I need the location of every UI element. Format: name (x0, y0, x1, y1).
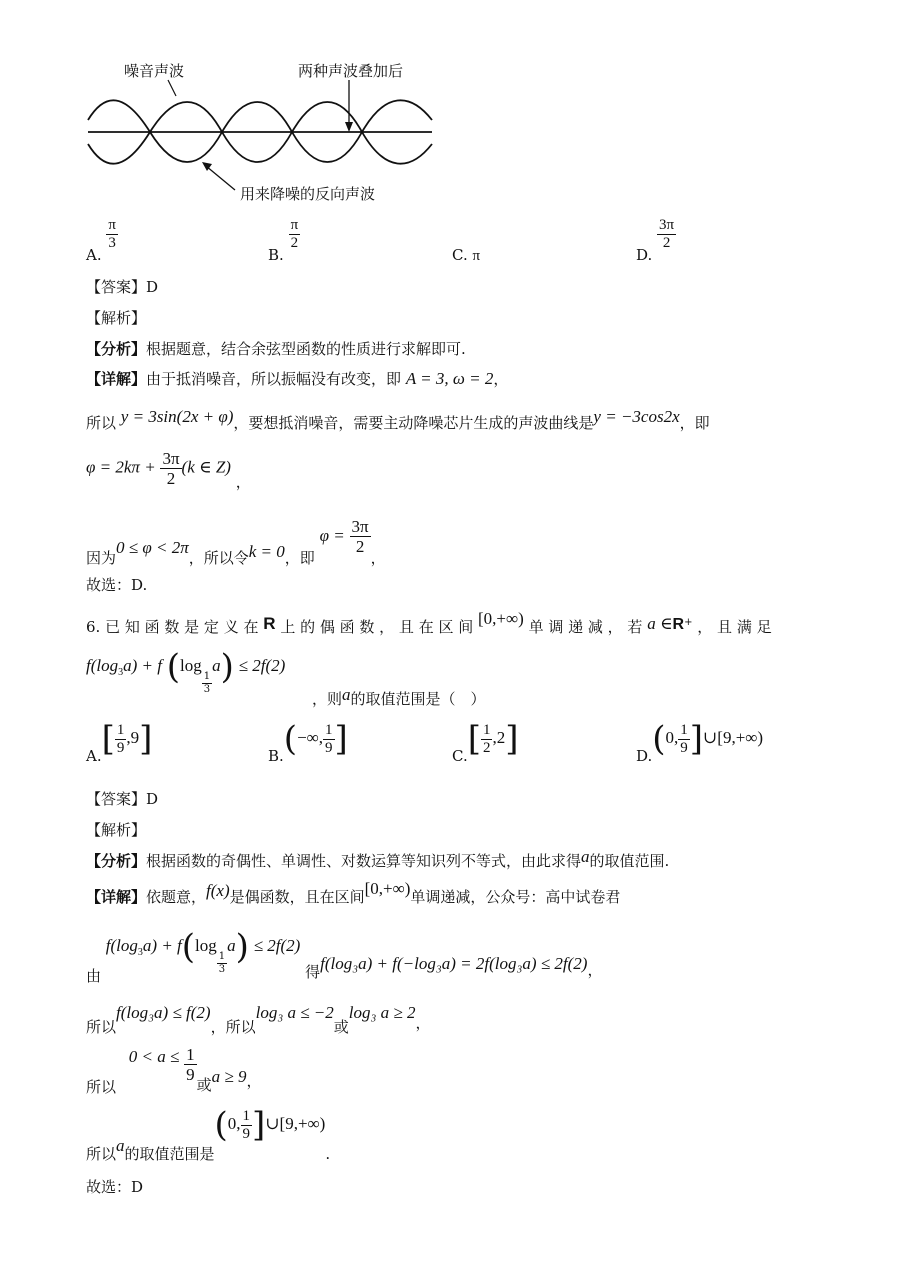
denominator: 2 (355, 537, 365, 556)
rhs: ≤ 2f(2) (253, 936, 301, 955)
interval: [0,+∞) (478, 609, 524, 628)
text: 得 (305, 963, 321, 981)
detail-tag: 【详解】 (86, 370, 147, 388)
left-paren: ( (181, 927, 196, 967)
punct: ， (246, 1072, 262, 1090)
left-paren: ( (214, 1105, 228, 1145)
numerator: 1 (203, 671, 211, 682)
fraction (115, 723, 127, 756)
amplitude-frequency-math: A = 3, ω = 2 (405, 369, 494, 388)
range-upper: a ≥ 9 (211, 1067, 247, 1086)
text: 由 (86, 967, 102, 985)
q5-fenxi (86, 338, 466, 359)
numerator: 3π (351, 517, 369, 536)
q5-answer: 【答案】D (86, 278, 159, 296)
q6-inequality-tail (312, 685, 486, 709)
q6-option-d[interactable] (636, 719, 764, 765)
denominator: 3 (108, 235, 116, 251)
q5-detail-line2 (86, 407, 710, 433)
fraction (184, 1046, 197, 1083)
log-base: 3 (137, 947, 143, 958)
q5-option-b[interactable] (268, 218, 300, 264)
phi-expr: φ = 2kπ + (86, 457, 156, 477)
denominator: 3 (218, 964, 226, 975)
right-bracket: ] (252, 1105, 266, 1145)
q6-stem-line1 (86, 609, 772, 637)
union-part: ∪[9,+∞) (703, 728, 764, 747)
stem-text: ， 且 满 足 (697, 618, 772, 636)
text: 因为 (86, 548, 117, 567)
anti-wave-label: 用来降噪的反向声波 (240, 185, 376, 203)
var-a: a (116, 1136, 125, 1155)
upper: ,9 (126, 728, 140, 747)
upper: ,2 (492, 728, 506, 747)
q6-detail-line3 (86, 1002, 431, 1036)
left-bracket: [ (101, 719, 115, 759)
fenxi-tag: 【分析】 (86, 340, 147, 358)
lower: 0, (665, 728, 679, 747)
right-bracket: ] (139, 719, 153, 759)
log: log (180, 656, 202, 675)
fenxi-text: 根据题意，结合余弦型函数的性质进行求解即可. (146, 340, 466, 358)
q5-detail-line1 (86, 368, 508, 389)
denominator: 9 (325, 739, 333, 756)
anti-wave-equation: y = −3cos2x (593, 407, 680, 426)
fenxi-text: 根据函数的奇偶性、单调性、对数运算等知识列不等式，由此求得 (146, 852, 582, 870)
left-paren: ( (166, 647, 181, 687)
wave-equation: y = 3sin(2x + φ) (120, 407, 234, 426)
option-d-fraction (657, 218, 676, 251)
q5-analysis-heading: 【解析】 (86, 309, 147, 327)
q6-detail-line2 (86, 927, 603, 985)
text: 所以 (86, 1078, 117, 1096)
numerator: 1 (325, 721, 333, 738)
numerator: 1 (116, 721, 125, 738)
q5-option-d[interactable] (636, 218, 676, 264)
or: 或 (196, 1076, 212, 1094)
fraction (678, 723, 690, 756)
numerator: 3π (659, 217, 675, 233)
detail-tag: 【详解】 (86, 888, 147, 906)
q6-detail-line5 (86, 1105, 331, 1163)
q5-option-a[interactable] (86, 218, 118, 264)
q6-option-b[interactable] (268, 719, 348, 765)
q6-inequality-line (86, 647, 286, 695)
denominator: 9 (680, 739, 688, 756)
fraction (481, 723, 493, 756)
numerator: π (290, 217, 299, 233)
detail-text: 由于抵消噪音，所以振幅没有改变，即 (146, 370, 402, 388)
right-bracket: ] (334, 719, 348, 759)
a-in: a ∈ (647, 614, 673, 633)
case2: log₃ a ≥ 2 (348, 1003, 416, 1022)
numerator: 3π (162, 449, 180, 468)
option-letter: A. (86, 246, 102, 264)
option-letter: C. (452, 747, 468, 765)
mid: a) + f (142, 936, 182, 955)
q5-option-c[interactable] (452, 246, 480, 265)
numerator: 1 (242, 1107, 251, 1124)
a: a (227, 936, 236, 955)
text: 是偶函数，且在区间 (229, 888, 365, 906)
var-a: a (342, 685, 351, 704)
q5-conclusion: 故选：D. (86, 576, 148, 594)
punct: ， (235, 472, 251, 491)
noise-wave-label: 噪音声波 (124, 62, 185, 80)
q6-option-a[interactable] (86, 719, 153, 765)
fraction (323, 723, 335, 756)
fraction (241, 1109, 253, 1142)
three-pi-over-two (160, 450, 181, 487)
text: ，则 (312, 690, 343, 708)
option-letter: B. (268, 246, 284, 264)
denominator: 3 (203, 684, 211, 695)
denominator: 2 (290, 235, 299, 251)
text: 所以 (86, 1018, 117, 1036)
log-base: 3 (118, 667, 124, 678)
stem-text: 上 的 偶 函 数 ， 且 在 区 间 (280, 618, 474, 636)
fenxi-tag: 【分析】 (86, 852, 147, 870)
case1: log₃ a ≤ −2 (255, 1003, 334, 1022)
numerator: 1 (680, 721, 688, 738)
lower: −∞, (297, 728, 324, 747)
text: 所以 (86, 1145, 117, 1163)
left-paren: ( (652, 719, 666, 759)
log: log (195, 936, 217, 955)
q6-fenxi (86, 847, 670, 871)
derivation: f(log₃a) + f(−log₃a) = 2f(log₃a) ≤ 2f(2) (320, 954, 588, 973)
log-base-fraction (202, 672, 212, 695)
numerator: 1 (482, 721, 491, 738)
real-set-symbol: R (263, 614, 276, 633)
or: 或 (333, 1018, 349, 1036)
punct: ， (370, 548, 386, 567)
inequality: f(log₃a) ≤ f(2) (116, 1003, 211, 1022)
numerator: 1 (186, 1045, 195, 1064)
punct: ， (415, 1014, 431, 1032)
phi-equals: φ = (319, 525, 345, 545)
q6-detail-line1 (86, 879, 621, 907)
option-letter: C. (452, 246, 468, 264)
union-part: ∪[9,+∞) (265, 1114, 326, 1133)
denominator: 9 (242, 1125, 251, 1142)
text: 所以 (86, 414, 117, 432)
fenxi-text: 的取值范围. (589, 852, 670, 870)
stem-text: 单 调 递 减 ， 若 (528, 618, 643, 636)
plus-superscript: + (684, 617, 693, 628)
k-integer: (k ∈ Z) (181, 457, 231, 477)
denominator: 2 (166, 469, 176, 488)
stem-text: 6. 已 知 函 数 是 定 义 在 (86, 618, 259, 636)
q6-detail-line4 (86, 1045, 262, 1096)
option-letter: D. (636, 747, 653, 765)
q5-detail-line4 (86, 510, 386, 567)
option-b-fraction (289, 218, 301, 251)
text: 的取值范围是（ ） (350, 690, 486, 708)
q6-analysis-heading: 【解析】 (86, 821, 147, 839)
k-value: k = 0 (248, 541, 285, 561)
option-letter: D. (636, 246, 653, 264)
f-log: f(log (105, 936, 138, 955)
text: ，即 (679, 414, 710, 432)
punct: ， (587, 961, 603, 979)
anti-arrow (206, 166, 235, 190)
denominator: 2 (482, 739, 491, 756)
rhs: ≤ 2f(2) (238, 656, 286, 675)
f-log-cont: a) + f (123, 656, 162, 675)
var-a: a (581, 847, 590, 866)
range-lower: 0 < a ≤ (128, 1047, 180, 1066)
phi-fraction (350, 518, 371, 555)
right-paren: ) (220, 647, 234, 687)
combined-wave-label: 两种声波叠加后 (298, 62, 404, 80)
sum-arrow-head-icon (345, 122, 353, 132)
q6-conclusion: 故选：D (86, 1178, 144, 1196)
q6-option-c[interactable] (452, 719, 519, 765)
punct: . (325, 1145, 331, 1163)
option-letter: A. (86, 747, 102, 765)
denominator: 9 (116, 739, 125, 756)
punct: ， (493, 370, 509, 388)
numerator: π (108, 217, 116, 233)
f-of-x: f(x) (206, 881, 230, 900)
right-paren: ) (235, 927, 249, 967)
option-a-fraction (106, 218, 118, 251)
a: a (212, 656, 221, 675)
phi-range: 0 ≤ φ < 2π (116, 537, 189, 557)
q6-answer: 【答案】D (86, 790, 159, 808)
text: ，要想抵消噪音，需要主动降噪芯片生成的声波曲线是 (233, 414, 594, 432)
left-paren: ( (283, 719, 298, 759)
q5-detail-line3 (86, 449, 251, 491)
positive-reals-symbol: R (672, 616, 685, 633)
text: 依题意， (146, 888, 207, 906)
denominator: 2 (662, 235, 671, 251)
log-base-fraction (217, 952, 227, 975)
interval: [0,+∞) (364, 879, 411, 898)
right-bracket: ] (505, 719, 519, 759)
option-letter: B. (268, 747, 284, 765)
text: ，即 (284, 548, 315, 567)
numerator: 1 (218, 951, 226, 962)
text: ，所以 (210, 1018, 256, 1036)
lower: 0, (227, 1114, 241, 1133)
f-log: f(log (86, 656, 119, 675)
text: ，所以令 (188, 548, 249, 567)
left-bracket: [ (467, 719, 481, 759)
noise-pointer (168, 80, 176, 96)
option-c-value: π (472, 248, 481, 264)
right-bracket: ] (689, 719, 704, 759)
denominator: 9 (186, 1065, 195, 1084)
text: 单调递减，公众号：高中试卷君 (410, 888, 621, 906)
text: 的取值范围是 (124, 1145, 215, 1163)
